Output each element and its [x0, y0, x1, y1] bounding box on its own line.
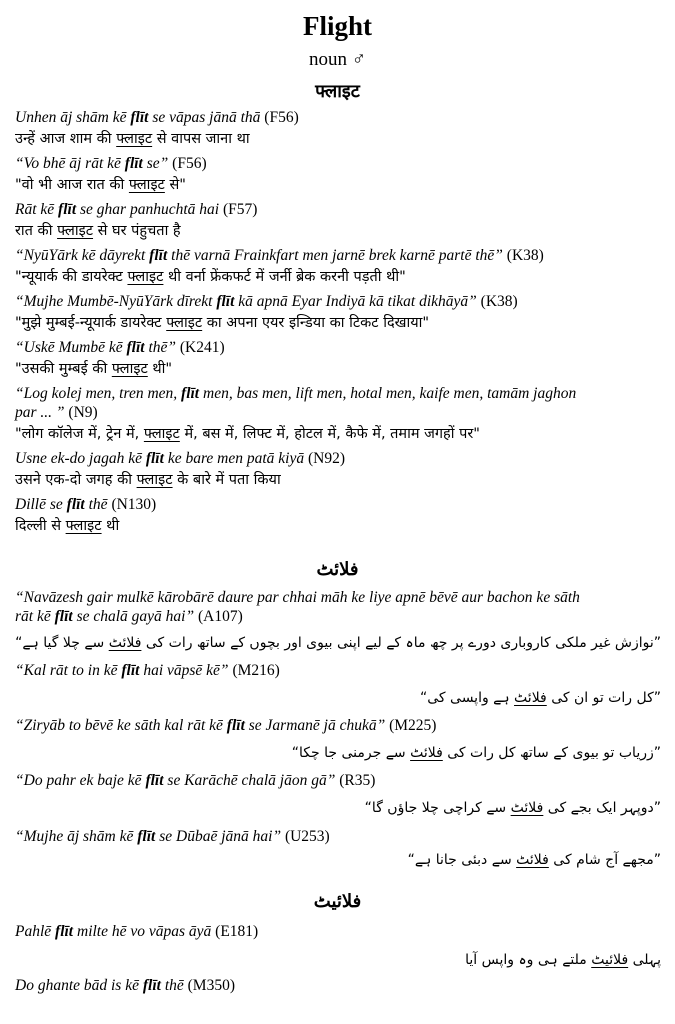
example-urdu: ”زریاب تو بیوی کے ساتھ کل رات کی فلائٹ سے جرمنی جا چکا“ [291, 745, 661, 761]
example-urdu: ”مجھے آج شام کی فلائٹ سے دبئی جانا ہے“ [407, 852, 661, 868]
example-roman: “Log kolej men, tren men, flīt men, bas men, lift men, hotal men, kaife men, tamām jaghon [15, 385, 577, 402]
example-hindi: "लोग कॉलेज में, ट्रेन में, फ्लाइट में, बस में, लिफ्ट में, होटल में, कैफे में, तमाम जगहों पर" [15, 426, 480, 442]
hindi-heading: फ्लाइट [315, 81, 360, 101]
example-roman: “NyūYārk kē dāyrekt flīt thē varnā Frainkfart men jarnē brek karnē partē thē” (K38) [15, 247, 544, 264]
example-roman: Usne ek-do jagah kē flīt ke bare men patā kiyā (N92) [15, 450, 346, 467]
example-roman: “Do pahr ek baje kē flīt se Karāchē chalā jāon gā” (R35) [15, 772, 376, 789]
example-hindi: रात की फ्लाइट से घर पंहुचता है [15, 223, 181, 239]
entry-title: Flight [302, 11, 372, 41]
example-urdu: پہلی فلائیٹ ملتے ہی وہ واپس آیا [465, 952, 661, 968]
example-hindi: उसने एक-दो जगह की फ्लाइट के बारे में पता किया [15, 472, 281, 488]
urdu-heading: فلائٹ [316, 559, 359, 579]
example-roman: “Kal rāt to in kē flīt hai vāpsē kē” (M216) [15, 662, 280, 679]
example-urdu: ”کل رات تو ان کی فلائٹ ہے واپسی کی“ [419, 690, 661, 706]
example-hindi: "उसकी मुम्बई की फ्लाइट थी" [15, 361, 173, 377]
example-roman-cont: par ... ” (N9) [15, 404, 98, 421]
example-hindi: "वो भी आज रात की फ्लाइट से" [15, 177, 186, 193]
example-urdu: ”نوازش غیر ملکی کاروباری دورے پر چھ ماہ کے لیے اپنی بیوی اور بچوں کے ساتھ رات کی فلائٹ سے چلا گیا ہے“ [15, 635, 661, 651]
example-roman: “Ziryāb to bēvē ke sāth kal rāt kē flīt se Jarmanē jā chukā” (M225) [15, 717, 437, 734]
example-roman: Do ghante bād is kē flīt thē (M350) [15, 977, 235, 994]
example-roman: “Mujhe āj shām kē flīt se Dūbaē jānā hai” (U253) [15, 828, 330, 845]
example-roman: “Mujhe Mumbē-NyūYārk dīrekt flīt kā apnā Eyar Indiyā kā tikat dikhāyā” (K38) [15, 293, 518, 310]
example-hindi: "न्यूयार्क की डायरेक्ट फ्लाइट थी वर्ना फ्रेंकफर्ट में जर्नी ब्रेक करनी पड़ती थी" [15, 269, 406, 285]
example-roman: “Navāzesh gair mulkē kārobārē daure par chhai māh ke liye apnē bēvē aur bachon ke sāth [15, 589, 580, 606]
part-of-speech: noun ♂ [309, 49, 366, 70]
example-roman: Pahlē flīt milte hē vo vāpas āyā (E181) [15, 923, 259, 940]
example-urdu: ”دوپہر ایک بجے کی فلائٹ سے کراچی چلا جاؤں گا“ [364, 800, 661, 816]
example-roman: “Vo bhē āj rāt kē flīt se” (F56) [15, 155, 207, 172]
urdu-heading-alt: فلائیٹ [313, 891, 362, 911]
example-roman: Unhen āj shām kē flīt se vāpas jānā thā (F56) [15, 109, 299, 126]
example-roman-cont: rāt kē flīt se chalā gayā hai” (A107) [15, 608, 243, 625]
example-hindi: उन्हें आज शाम की फ्लाइट से वापस जाना था [15, 131, 250, 147]
example-roman: “Uskē Mumbē kē flīt thē” (K241) [15, 339, 225, 356]
example-hindi: दिल्ली से फ्लाइट थी [15, 518, 120, 534]
example-hindi: "मुझे मुम्बई-न्यूयार्क डायरेक्ट फ्लाइट का अपना एयर इन्डिया का टिकट दिखाया" [15, 315, 430, 331]
example-roman: Dillē se flīt thē (N130) [15, 496, 157, 513]
example-roman: Rāt kē flīt se ghar panhuchtā hai (F57) [15, 201, 258, 218]
